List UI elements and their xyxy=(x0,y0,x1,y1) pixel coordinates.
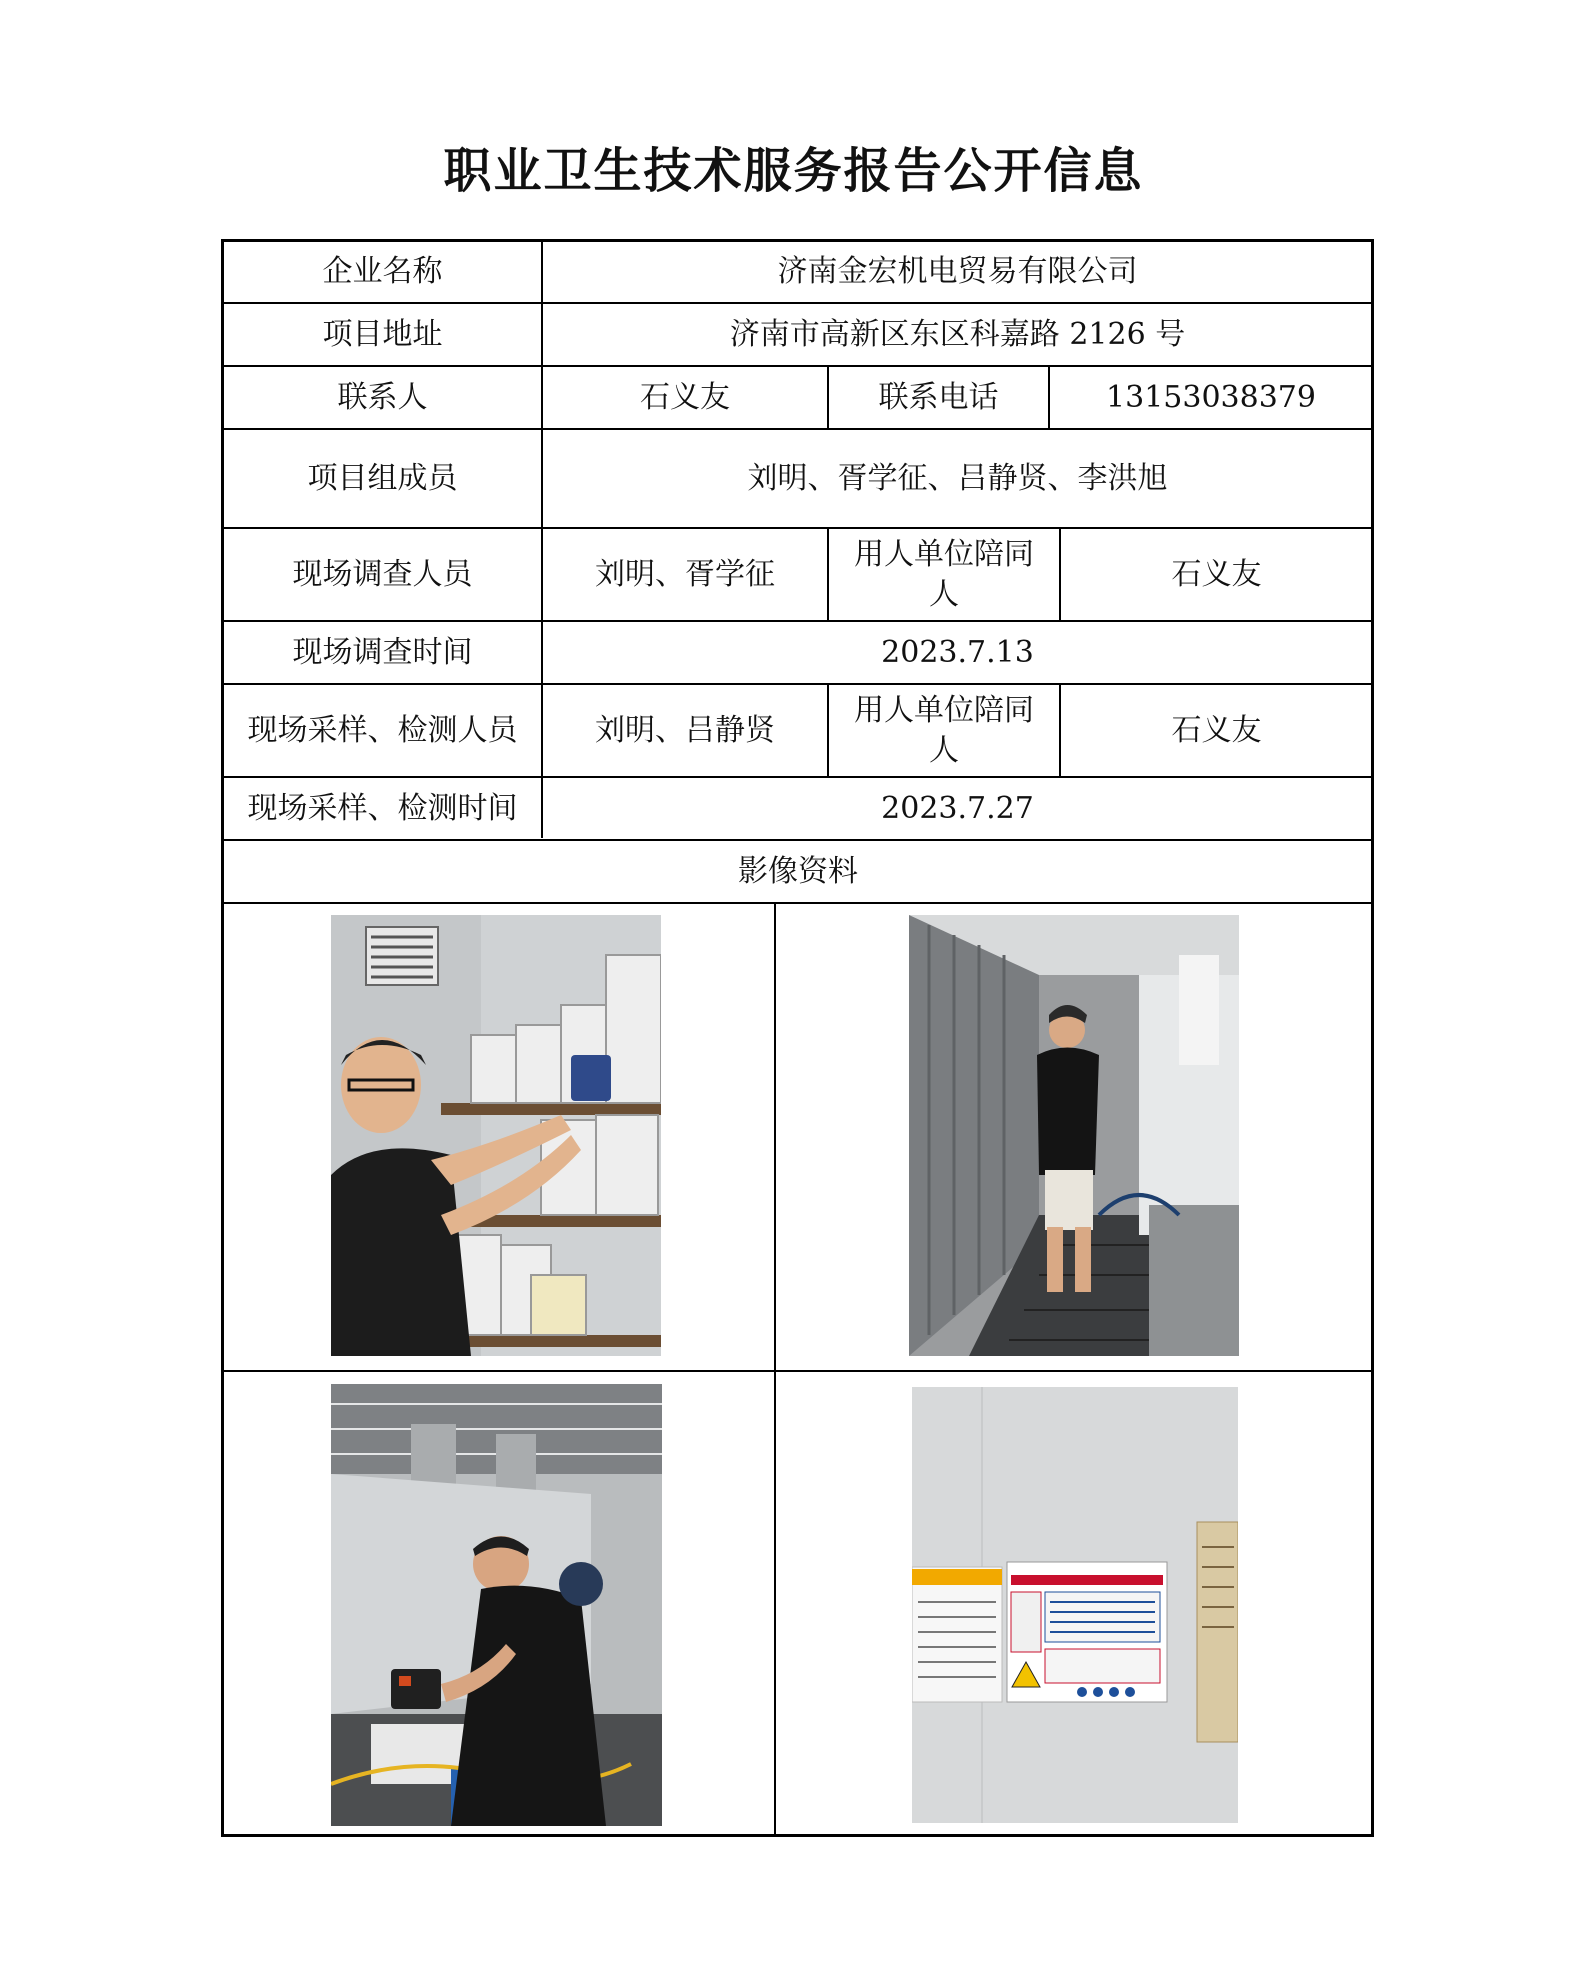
contact-label: 联系人 xyxy=(337,379,428,415)
address-label: 项目地址 xyxy=(322,316,443,352)
row-divider xyxy=(222,1370,1373,1372)
sampling-staff-value: 刘明、吕静贤 xyxy=(595,712,775,748)
survey-escort-value: 石义友 xyxy=(1171,556,1262,592)
photo-spray-booth xyxy=(909,915,1239,1356)
survey-staff-value: 刘明、胥学征 xyxy=(595,556,775,592)
members-label: 项目组成员 xyxy=(307,460,458,496)
survey-time-label: 现场调查时间 xyxy=(292,634,473,670)
members-value: 刘明、胥学征、吕静贤、李洪旭 xyxy=(747,460,1168,496)
images-label: 影像资料 xyxy=(738,853,858,889)
sampling-escort-label: 用人单位陪同人 xyxy=(854,692,1034,768)
row-divider xyxy=(222,902,1373,904)
survey-time-value: 2023.7.13 xyxy=(881,634,1034,670)
photo-paint-storage xyxy=(331,915,661,1356)
column-divider xyxy=(774,902,776,1835)
sampling-time-value: 2023.7.27 xyxy=(881,790,1034,826)
address-value: 济南市高新区东区科嘉路 2126 号 xyxy=(729,316,1186,352)
sampling-staff-label: 现场采样、检测人员 xyxy=(247,712,518,748)
phone-value: 13153038379 xyxy=(1106,379,1316,415)
sampling-escort-value: 石义友 xyxy=(1171,712,1262,748)
survey-staff-label: 现场调查人员 xyxy=(292,556,473,592)
contact-value: 石义友 xyxy=(640,379,730,415)
company-value: 济南金宏机电贸易有限公司 xyxy=(777,254,1138,289)
photo-warning-board xyxy=(912,1387,1238,1823)
survey-escort-label: 用人单位陪同人 xyxy=(854,536,1034,612)
phone-label: 联系电话 xyxy=(878,379,999,415)
photo-detection-device xyxy=(331,1384,662,1826)
company-label: 企业名称 xyxy=(322,254,443,289)
page-title: 职业卫生技术服务报告公开信息 xyxy=(443,143,1144,199)
sampling-time-label: 现场采样、检测时间 xyxy=(247,790,518,826)
